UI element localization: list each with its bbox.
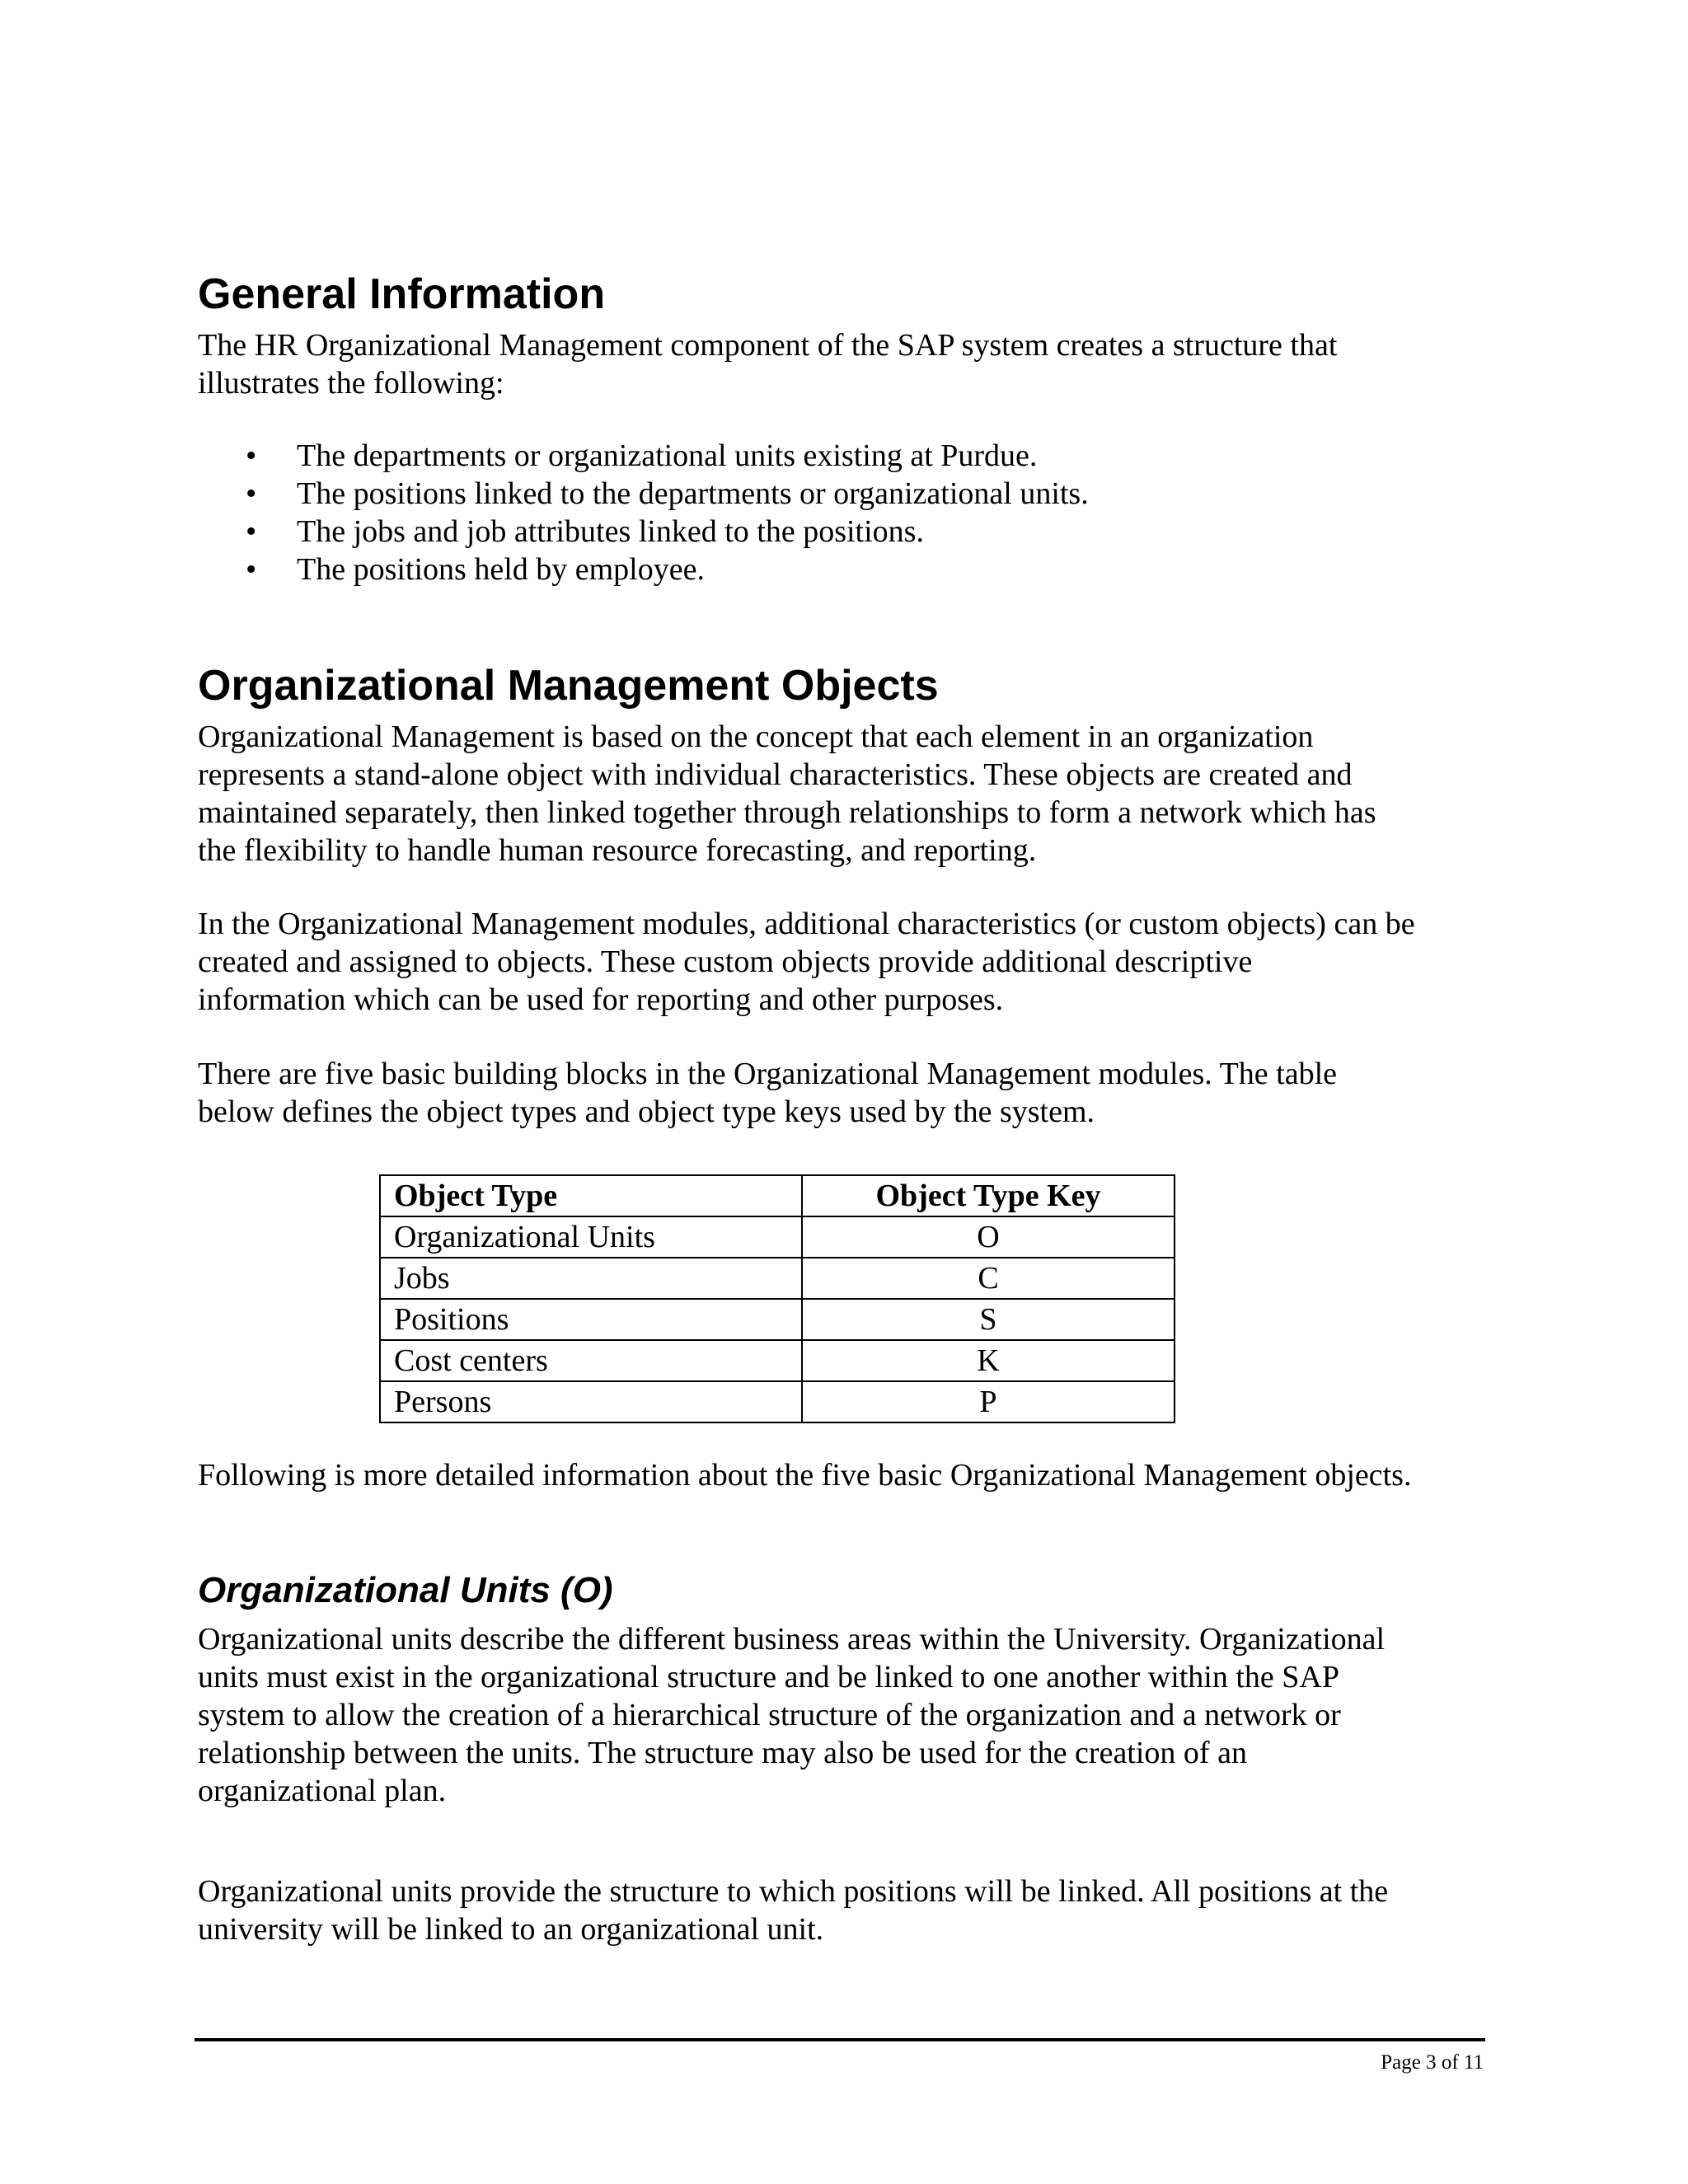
org-units-paragraph-2 xyxy=(198,1872,1388,1948)
table-row xyxy=(380,1299,1175,1340)
general-bullet-list xyxy=(198,437,1089,588)
objects-paragraph-3 xyxy=(198,1055,1337,1131)
bullet-icon: • xyxy=(246,514,257,549)
text-line: the flexibility to handle human resource forecasting, and reporting. xyxy=(198,833,1037,868)
table-row xyxy=(380,1381,1175,1422)
text-line: In the Organizational Management modules, additional characteristics (or custom objects) can be xyxy=(198,907,1415,941)
text-line: Following is more detailed information about the five basic Organizational Management objects. xyxy=(198,1458,1412,1493)
column-header-object-type-key: Object Type Key xyxy=(802,1175,1175,1216)
object-type-cell: Positions xyxy=(380,1299,802,1340)
general-intro-paragraph xyxy=(198,326,1337,402)
object-key-cell: S xyxy=(802,1299,1175,1340)
objects-paragraph-2 xyxy=(198,905,1415,1019)
table-row xyxy=(380,1216,1175,1258)
table-row xyxy=(380,1258,1175,1299)
text-line: Organizational units provide the structure to which positions will be linked. All positions at the xyxy=(198,1874,1389,1909)
objects-paragraph-1 xyxy=(198,718,1376,869)
object-type-cell: Jobs xyxy=(380,1258,802,1299)
text-line: relationship between the units. The structure may also be used for the creation of an xyxy=(198,1736,1247,1770)
table-row xyxy=(380,1340,1175,1381)
text-line: maintained separately, then linked together through relationships to form a network which has xyxy=(198,795,1376,830)
object-type-cell: Organizational Units xyxy=(380,1216,802,1258)
object-key-cell: O xyxy=(802,1216,1175,1258)
text-line: information which can be used for reporting and other purposes. xyxy=(198,982,1004,1017)
text-line: units must exist in the organizational structure and be linked to one another within the SAP xyxy=(198,1660,1339,1694)
column-header-object-type: Object Type xyxy=(380,1175,802,1216)
page-number: Page 3 of 11 xyxy=(1381,2051,1484,2074)
text-line: organizational plan. xyxy=(198,1774,447,1808)
objects-paragraph-4 xyxy=(198,1456,1411,1494)
bullet-icon: • xyxy=(246,438,257,473)
heading-organizational-units: Organizational Units (O) xyxy=(198,1570,613,1610)
bullet-icon: • xyxy=(246,476,257,511)
table-header-row xyxy=(380,1175,1175,1216)
text-line: Organizational Management is based on the concept that each element in an organization xyxy=(198,719,1314,754)
text-line: The HR Organizational Management component of the SAP system creates a structure that xyxy=(198,328,1338,363)
text-line: There are five basic building blocks in the Organizational Management modules. The table xyxy=(198,1057,1337,1091)
org-units-paragraph-1 xyxy=(198,1620,1385,1810)
bullet-item: • The positions linked to the departments or organizational units. xyxy=(246,476,1089,511)
text-line: illustrates the following: xyxy=(198,366,504,401)
bullet-item: • The departments or organizational units existing at Purdue. xyxy=(246,438,1038,473)
footer-divider xyxy=(195,2038,1485,2041)
text-line: Organizational units describe the different business areas within the University. Organizational xyxy=(198,1622,1386,1657)
text-line: below defines the object types and object type keys used by the system. xyxy=(198,1094,1095,1129)
object-type-cell: Persons xyxy=(380,1381,802,1422)
bullet-item: • The jobs and job attributes linked to the positions. xyxy=(246,514,924,549)
heading-general-information: General Information xyxy=(198,270,606,318)
text-line: university will be linked to an organizational unit. xyxy=(198,1912,824,1947)
bullet-icon: • xyxy=(246,552,257,587)
bullet-item: • The positions held by employee. xyxy=(246,552,705,587)
object-type-cell: Cost centers xyxy=(380,1340,802,1381)
text-line: represents a stand-alone object with individual characteristics. These objects are created and xyxy=(198,757,1353,792)
object-type-table xyxy=(379,1174,1175,1423)
text-line: system to allow the creation of a hierarchical structure of the organization and a network or xyxy=(198,1698,1341,1732)
text-line: created and assigned to objects. These custom objects provide additional descriptive xyxy=(198,944,1253,979)
heading-org-management-objects: Organizational Management Objects xyxy=(198,662,939,710)
object-key-cell: C xyxy=(802,1258,1175,1299)
object-key-cell: P xyxy=(802,1381,1175,1422)
object-key-cell: K xyxy=(802,1340,1175,1381)
